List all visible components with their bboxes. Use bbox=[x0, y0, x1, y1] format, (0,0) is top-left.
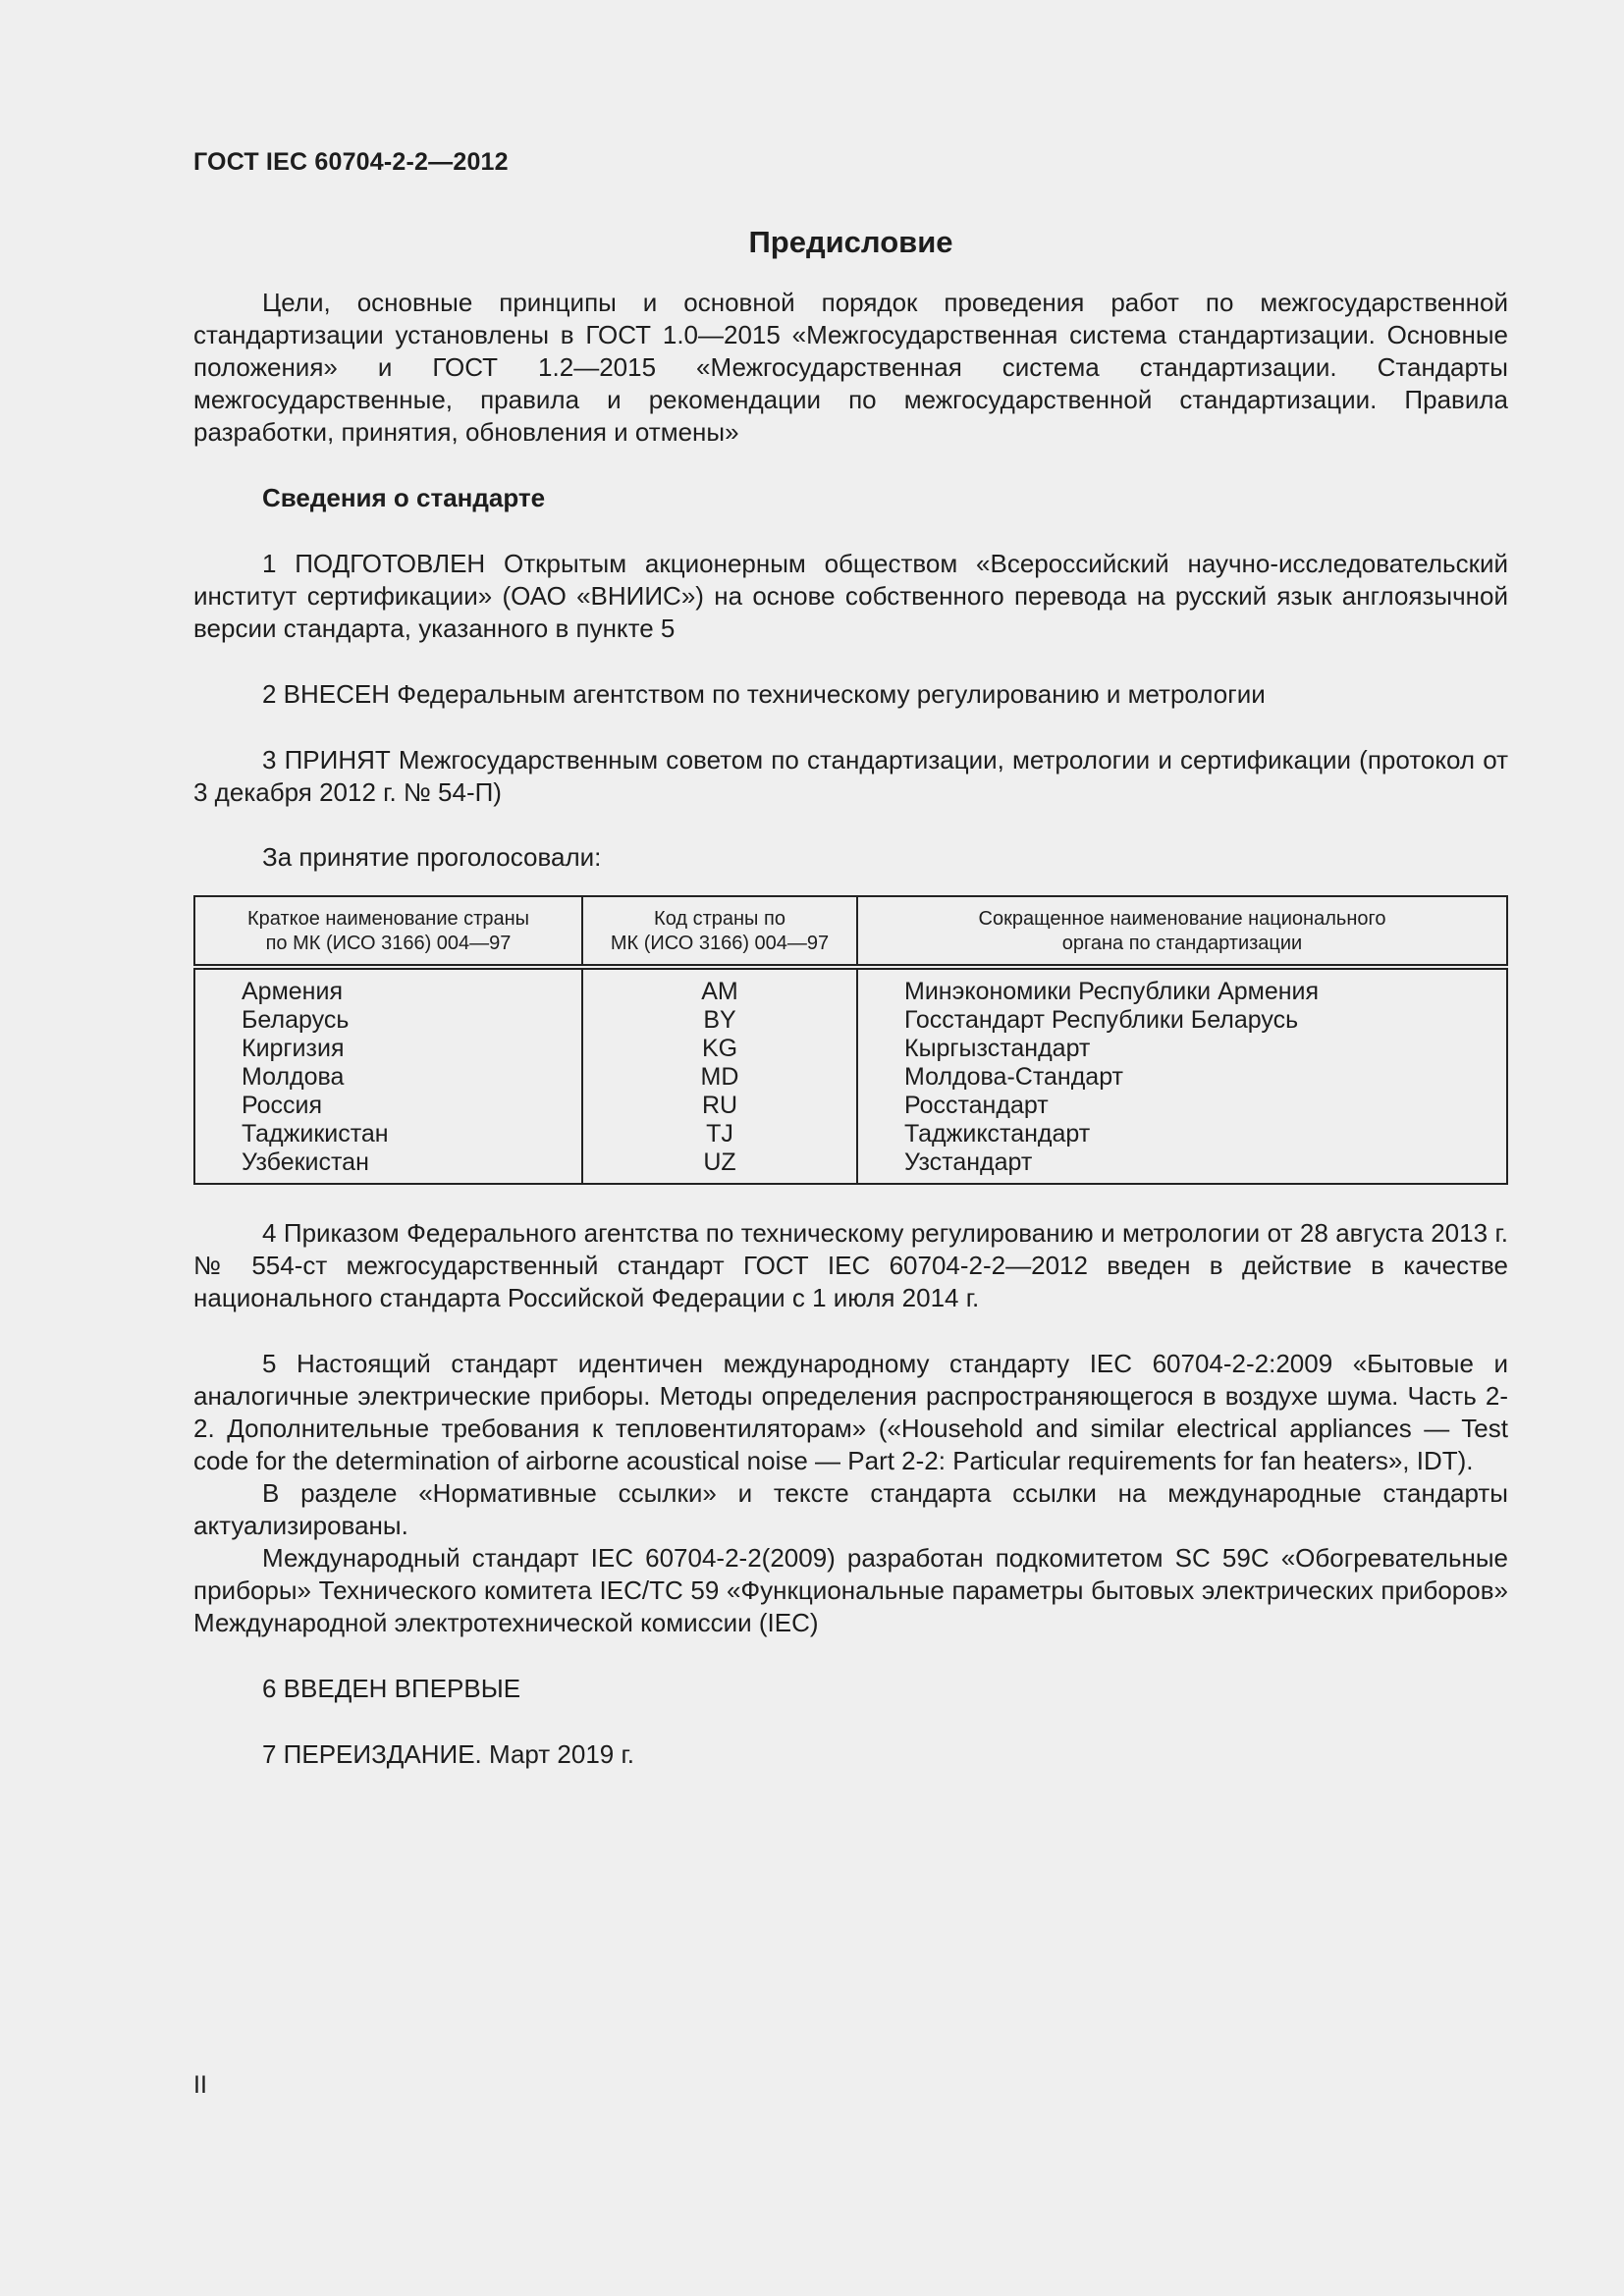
item-2-paragraph: 2 ВНЕСЕН Федеральным агентством по техническому регулированию и метрологии bbox=[262, 679, 1266, 709]
item-5-developer-paragraph: Международный стандарт IEC 60704-2-2(2009) разработан подкомитетом SC 59C «Обогревательные приборы» Технического комитета IEC/TC 59 «Функциональные параметры бытовых электрических приборов» Международной электротехнической комиссии (IEC) bbox=[193, 1543, 1508, 1637]
national-body-cell: Узстандарт bbox=[857, 1148, 1507, 1184]
country-name-cell: Узбекистан bbox=[194, 1148, 582, 1184]
voting-countries-table bbox=[193, 895, 1508, 1185]
national-body-cell: Минэкономики Республики Армения bbox=[857, 967, 1507, 1006]
page-number: II bbox=[193, 2071, 207, 2099]
national-body-cell: Таджикстандарт bbox=[857, 1120, 1507, 1148]
country-code-cell: BY bbox=[582, 1006, 857, 1035]
national-body-cell: Госстандарт Республики Беларусь bbox=[857, 1006, 1507, 1035]
item-6-paragraph: 6 ВВЕДЕН ВПЕРВЫЕ bbox=[262, 1674, 521, 1703]
item-4-paragraph: 4 Приказом Федерального агентства по техническому регулированию и метрологии от 28 августа 2013 г. № 554-ст межгосударственный стандарт ГОСТ IEC 60704-2-2—2012 введен в действие в качестве национального стандарта Российской Федерации с 1 июля 2014 г. bbox=[193, 1218, 1508, 1312]
national-body-cell: Кыргызстандарт bbox=[857, 1035, 1507, 1063]
country-code-header: Код страны по МК (ИСО 3166) 004—97 bbox=[582, 896, 857, 967]
table-row bbox=[194, 1148, 1507, 1184]
item-7-paragraph: 7 ПЕРЕИЗДАНИЕ. Март 2019 г. bbox=[262, 1739, 635, 1769]
national-body-header: Сокращенное наименование национального органа по стандартизации bbox=[857, 896, 1507, 967]
country-name-cell: Таджикистан bbox=[194, 1120, 582, 1148]
voted-label: За принятие проголосовали: bbox=[262, 842, 602, 872]
country-name-cell: Киргизия bbox=[194, 1035, 582, 1063]
country-name-cell: Россия bbox=[194, 1092, 582, 1120]
item-1-paragraph: 1 ПОДГОТОВЛЕН Открытым акционерным обществом «Всероссийский научно-исследовательский институт сертификации» (ОАО «ВНИИС») на основе собственного перевода на русский язык англоязычной версии стандарта, указанного в пункте 5 bbox=[193, 549, 1508, 643]
table-row bbox=[194, 967, 1507, 1006]
table-row bbox=[194, 1035, 1507, 1063]
document-code: ГОСТ IEC 60704-2-2—2012 bbox=[193, 148, 509, 176]
table-header-row bbox=[194, 896, 1507, 967]
national-body-cell: Росстандарт bbox=[857, 1092, 1507, 1120]
country-code-cell: TJ bbox=[582, 1120, 857, 1148]
country-code-cell: MD bbox=[582, 1063, 857, 1092]
item-5-references-paragraph: В разделе «Нормативные ссылки» и тексте стандарта ссылки на международные стандарты актуализированы. bbox=[193, 1478, 1508, 1540]
table-row bbox=[194, 1092, 1507, 1120]
country-name-cell: Беларусь bbox=[194, 1006, 582, 1035]
country-code-cell: AM bbox=[582, 967, 857, 1006]
country-name-cell: Армения bbox=[194, 967, 582, 1006]
intro-paragraph: Цели, основные принципы и основной порядок проведения работ по межгосударственной стандартизации установлены в ГОСТ 1.0—2015 «Межгосударственная система стандартизации. Основные положения» и ГОСТ 1.2—2015 «Межгосударственная система стандартизации. Стандарты межгосударственные, правила и рекомендации по межгосударственной стандартизации. Правила разработки, принятия, обновления и отмены» bbox=[193, 288, 1508, 447]
page-content bbox=[193, 287, 1508, 1771]
info-heading: Сведения о стандарте bbox=[262, 483, 546, 512]
national-body-cell: Молдова-Стандарт bbox=[857, 1063, 1507, 1092]
country-name-header: Краткое наименование страны по МК (ИСО 3166) 004—97 bbox=[194, 896, 582, 967]
country-code-cell: UZ bbox=[582, 1148, 857, 1184]
country-code-cell: RU bbox=[582, 1092, 857, 1120]
item-3-paragraph: 3 ПРИНЯТ Межгосударственным советом по стандартизации, метрологии и сертификации (протокол от 3 декабря 2012 г. № 54-П) bbox=[193, 745, 1508, 807]
item-5-paragraph: 5 Настоящий стандарт идентичен международному стандарту IEC 60704-2-2:2009 «Бытовые и аналогичные электрические приборы. Методы определения распространяющегося в воздухе шума. Часть 2-2. Дополнительные требования к тепловентиляторам» («Household and similar electrical appliances — Test code for the determination of airborne acoustical noise — Part 2-2: Particular requirements for fan heaters», IDT). bbox=[193, 1349, 1508, 1475]
country-code-cell: KG bbox=[582, 1035, 857, 1063]
table-row bbox=[194, 1006, 1507, 1035]
page-title: Предисловие bbox=[748, 225, 953, 259]
country-name-cell: Молдова bbox=[194, 1063, 582, 1092]
table-row bbox=[194, 1063, 1507, 1092]
table-row bbox=[194, 1120, 1507, 1148]
